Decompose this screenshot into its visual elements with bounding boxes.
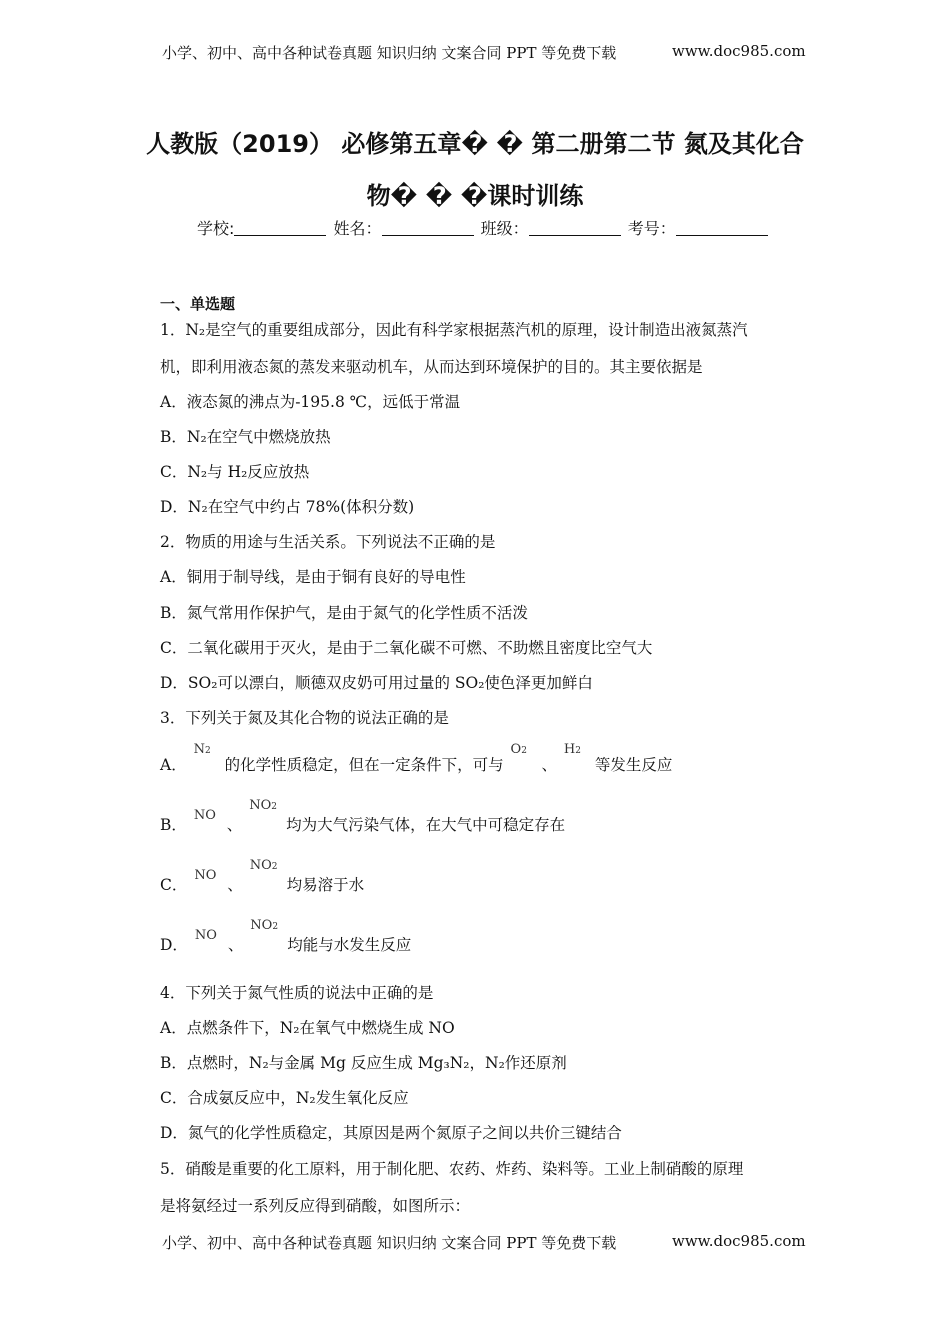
section-heading: 一、单选题 [160,295,236,313]
school-label: 学校: [197,219,235,238]
number-blank[interactable] [676,221,768,236]
q2-option-c: C．二氧化碳用于灭火，是由于二氧化碳不可燃、不助燃且密度比空气大 [160,639,653,657]
q5-stem-line2: 是将氨经过一系列反应得到硝酸，如图所示： [160,1197,471,1215]
formula-no: NO [194,868,217,883]
student-info [197,216,770,239]
q4-option-b: B．点燃时，N₂与金属 Mg 反应生成 Mg₃N₂，N₂作还原剂 [160,1054,567,1072]
title-line-2: 物� � �课时训练 [366,182,584,210]
title-line-1: 人教版（2019） 必修第五章� � 第二册第二节 氮及其化合 [146,130,804,158]
q1-option-a: A．液态氮的沸点为-195.8 ℃，远低于常温 [160,393,461,411]
q1-option-b: B．N₂在空气中燃烧放热 [160,428,331,446]
q3-option-b: B． NO 、 NO2 均为大气污染气体，在大气中可稳定存在 [160,798,566,834]
formula-no2: NO2 [249,858,278,873]
formula-n2: N2 [193,742,211,757]
q5-stem-line1: 5．硝酸是重要的化工原料，用于制化肥、农药、炸药、染料等。工业上制硝酸的原理 [160,1160,744,1178]
q4-option-d: D．氮气的化学性质稳定，其原因是两个氮原子之间以共价三键结合 [160,1124,622,1142]
q4-option-a: A．点燃条件下，N₂在氧气中燃烧生成 NO [160,1019,455,1037]
q1-stem-line1: 1．N₂是空气的重要组成部分，因此有科学家根据蒸汽机的原理，设计制造出液氮蒸汽 [160,321,748,339]
q2-stem: 2．物质的用途与生活关系。下列说法不正确的是 [160,533,496,551]
formula-no2: NO2 [249,798,277,813]
q3-stem: 3．下列关于氮及其化合物的说法正确的是 [160,709,449,727]
q4-option-c: C．合成氨反应中，N₂发生氧化反应 [160,1089,409,1107]
q1-option-d: D．N₂在空气中约占 78%(体积分数) [160,498,415,516]
header-url[interactable]: www.doc985.com [672,42,806,60]
q3-option-a: A． N2 的化学性质稳定，但在一定条件下，可与 O2 、 H2 等发生反应 [160,742,673,774]
footer-left: 小学、初中、高中各种试卷真题 知识归纳 文案合同 PPT 等免费下载 [162,1234,617,1252]
formula-no: NO [194,928,217,943]
q2-option-b: B．氮气常用作保护气，是由于氮气的化学性质不活泼 [160,604,528,622]
formula-no2: NO2 [250,918,279,933]
formula-h2: H2 [563,742,581,757]
header-left: 小学、初中、高中各种试卷真题 知识归纳 文案合同 PPT 等免费下载 [162,44,617,62]
q2-option-a: A．铜用于制导线，是由于铜有良好的导电性 [160,568,466,586]
q1-stem-line2: 机，即利用液态氮的蒸发来驱动机车，从而达到环境保护的目的。其主要依据是 [160,358,703,376]
number-label: 考号： [627,219,676,238]
name-label: 姓名： [333,219,382,238]
class-label: 班级： [480,219,529,238]
q4-stem: 4．下列关于氮气性质的说法中正确的是 [160,984,434,1002]
class-blank[interactable] [529,221,621,236]
footer-url[interactable]: www.doc985.com [672,1232,806,1250]
q3-option-c: C． NO 、 NO2 均易溶于水 [160,858,365,894]
formula-o2: O2 [510,742,527,757]
formula-no: NO [193,808,216,823]
q1-option-c: C．N₂与 H₂反应放热 [160,463,310,481]
q2-option-d: D．SO₂可以漂白，顺德双皮奶可用过量的 SO₂使色泽更加鲜白 [160,674,593,692]
name-blank[interactable] [382,221,474,236]
q3-option-d: D． NO 、 NO2 均能与水发生反应 [160,918,412,954]
school-blank[interactable] [234,221,326,236]
